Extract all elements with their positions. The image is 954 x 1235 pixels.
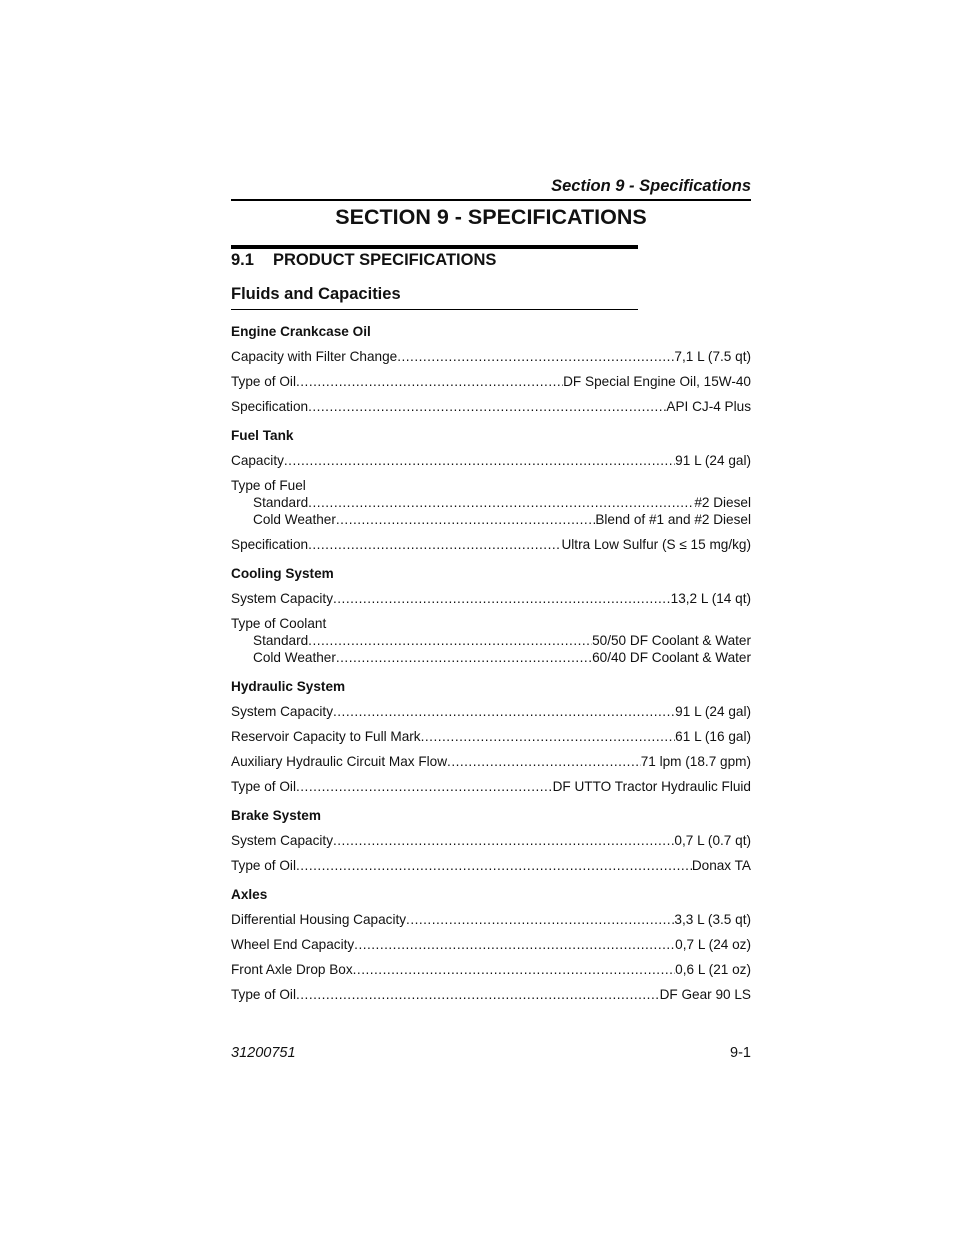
spec-row — [231, 753, 751, 770]
spec-label: Type of Oil — [231, 987, 296, 1002]
dot-leader — [296, 986, 660, 1003]
spec-row — [231, 778, 751, 795]
spec-row — [231, 911, 751, 928]
dot-leader — [284, 452, 675, 469]
dot-leader — [353, 961, 676, 978]
spec-label: Type of Oil — [231, 858, 296, 873]
dot-leader — [296, 778, 553, 795]
spec-row — [231, 703, 751, 720]
spec-value: DF Special Engine Oil, 15W-40 — [563, 374, 751, 389]
spec-row — [231, 986, 751, 1003]
dot-leader — [333, 703, 675, 720]
dot-leader — [333, 590, 671, 607]
spec-label: System Capacity — [231, 591, 333, 606]
spec-row — [231, 536, 751, 553]
dot-leader — [354, 936, 675, 953]
dot-leader — [336, 511, 595, 528]
spec-row — [231, 590, 751, 607]
spec-value: 0,7 L (0.7 qt) — [674, 833, 751, 848]
spec-value: 0,7 L (24 oz) — [675, 937, 751, 952]
spec-label: System Capacity — [231, 704, 333, 719]
spec-label: Specification — [231, 399, 309, 414]
subsection-heading — [231, 250, 496, 270]
spec-row — [231, 632, 751, 649]
spec-label: Type of Oil — [231, 779, 296, 794]
category-hydraulic-system: Hydraulic System — [231, 679, 346, 694]
dot-leader — [308, 398, 666, 415]
document-number: 31200751 — [231, 1045, 296, 1061]
spec-group — [231, 615, 751, 666]
spec-label: Differential Housing Capacity — [231, 912, 407, 927]
spec-label: Type of Oil — [231, 374, 296, 389]
spec-value: 3,3 L (3.5 qt) — [674, 912, 751, 927]
spec-label: Standard — [253, 633, 309, 648]
spec-value: Ultra Low Sulfur (S ≤ 15 mg/kg) — [561, 537, 751, 552]
spec-row — [231, 649, 751, 666]
spec-value: 91 L (24 gal) — [675, 453, 751, 468]
spec-value: 7,1 L (7.5 qt) — [674, 349, 751, 364]
spec-value: 71 lpm (18.7 gpm) — [640, 754, 751, 769]
dot-leader — [336, 649, 592, 666]
spec-value: #2 Diesel — [694, 495, 751, 510]
spec-label: Capacity — [231, 453, 284, 468]
spec-label: Capacity with Filter Change — [231, 349, 398, 364]
spec-label: Cold Weather — [253, 650, 336, 665]
spec-value: Blend of #1 and #2 Diesel — [595, 512, 751, 527]
group-title: Fluids and Capacities — [231, 284, 638, 310]
spec-row — [231, 494, 751, 511]
dot-leader — [421, 728, 676, 745]
spec-value: 0,6 L (21 oz) — [675, 962, 751, 977]
spec-value: API CJ-4 Plus — [666, 399, 751, 414]
spec-label: Wheel End Capacity — [231, 937, 355, 952]
subsection-number: 9.1 — [231, 251, 254, 269]
spec-list — [231, 319, 751, 1011]
section-title: SECTION 9 - SPECIFICATIONS — [335, 205, 647, 229]
spec-value: 13,2 L (14 qt) — [670, 591, 751, 606]
spec-row — [231, 348, 751, 365]
spec-row — [231, 373, 751, 390]
spec-value: Donax TA — [691, 858, 751, 873]
spec-row — [231, 511, 751, 528]
dot-leader — [308, 536, 561, 553]
spec-group — [231, 477, 751, 528]
category-engine-oil: Engine Crankcase Oil — [231, 324, 371, 339]
spec-value: 50/50 DF Coolant & Water — [592, 633, 751, 648]
spec-value: DF Gear 90 LS — [659, 987, 751, 1002]
spec-label: Front Axle Drop Box — [231, 962, 353, 977]
spec-row — [231, 857, 751, 874]
dot-leader — [296, 857, 692, 874]
dot-leader — [333, 832, 674, 849]
dot-leader — [308, 494, 694, 511]
spec-label: Cold Weather — [253, 512, 336, 527]
spec-value: 60/40 DF Coolant & Water — [592, 650, 751, 665]
spec-group-title: Type of Coolant — [231, 616, 327, 631]
spec-value: 91 L (24 gal) — [675, 704, 751, 719]
spec-label: System Capacity — [231, 833, 333, 848]
spec-group-title: Type of Fuel — [231, 478, 306, 493]
spec-row — [231, 728, 751, 745]
spec-value: 61 L (16 gal) — [675, 729, 751, 744]
dot-leader — [296, 373, 563, 390]
spec-label: Reservoir Capacity to Full Mark — [231, 729, 421, 744]
category-brake-system: Brake System — [231, 808, 321, 823]
heading-rule — [231, 245, 638, 249]
category-fuel-tank: Fuel Tank — [231, 428, 294, 443]
dot-leader — [406, 911, 674, 928]
spec-row — [231, 452, 751, 469]
subsection-title: PRODUCT SPECIFICATIONS — [273, 251, 497, 269]
dot-leader — [447, 753, 641, 770]
page-number: 9-1 — [730, 1045, 751, 1061]
spec-label: Standard — [253, 495, 309, 510]
spec-row — [231, 832, 751, 849]
spec-row — [231, 961, 751, 978]
dot-leader — [308, 632, 592, 649]
category-axles: Axles — [231, 887, 268, 902]
spec-label: Auxiliary Hydraulic Circuit Max Flow — [231, 754, 448, 769]
category-cooling-system: Cooling System — [231, 566, 334, 581]
spec-value: DF UTTO Tractor Hydraulic Fluid — [552, 779, 751, 794]
spec-row — [231, 936, 751, 953]
dot-leader — [397, 348, 674, 365]
spec-label: Specification — [231, 537, 309, 552]
spec-row — [231, 398, 751, 415]
running-header: Section 9 - Specifications — [231, 176, 751, 201]
